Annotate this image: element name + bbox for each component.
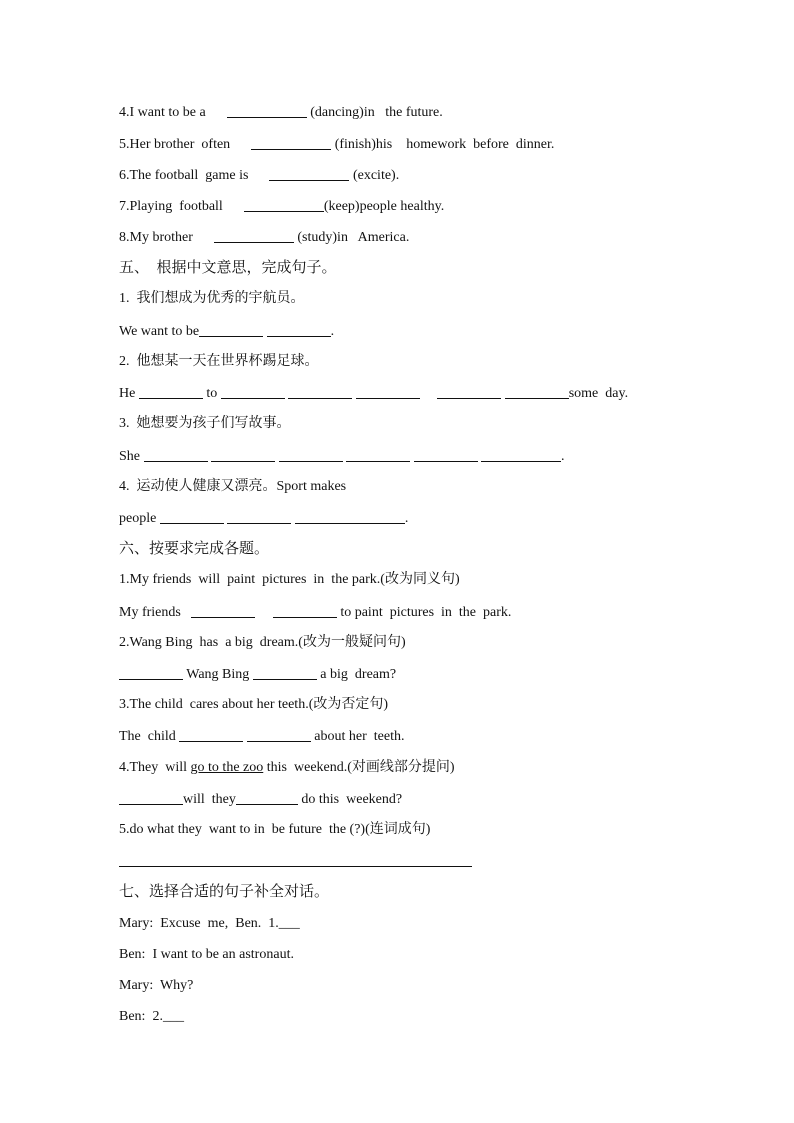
answer-blank[interactable] xyxy=(227,103,307,118)
answer-blank[interactable] xyxy=(437,384,501,399)
sentence-start: people xyxy=(119,511,157,526)
dialogue-line: Ben: 2.___ xyxy=(119,1009,184,1024)
answer-blank[interactable] xyxy=(267,322,331,337)
sentence-end: . xyxy=(404,511,409,526)
answer-blank[interactable] xyxy=(279,447,343,462)
sentence-end: . xyxy=(330,324,335,339)
answer-blank[interactable] xyxy=(191,603,255,618)
question-6-1-answer xyxy=(119,603,511,622)
answer-blank[interactable] xyxy=(211,447,275,462)
question-5-2-chinese: 2. 他想某一天在世界杯踢足球。 xyxy=(119,354,319,369)
question-4-5 xyxy=(119,135,554,154)
answer-blank[interactable] xyxy=(139,384,203,399)
sentence-end: . xyxy=(561,449,565,464)
answer-blank[interactable] xyxy=(244,197,324,212)
answer-blank[interactable] xyxy=(346,447,410,462)
sentence-start: He xyxy=(119,386,136,401)
question-5-4-chinese: 4. 运动使人健康又漂亮。Sport makes xyxy=(119,479,347,494)
answer-blank[interactable] xyxy=(119,790,183,805)
question-4-6 xyxy=(119,166,399,185)
dialogue-line: Mary: Why? xyxy=(119,978,194,993)
sentence-start: She xyxy=(119,449,140,464)
sentence-word: to xyxy=(206,386,218,401)
question-hint: (dancing)in the future. xyxy=(310,105,443,120)
answer-blank[interactable] xyxy=(253,665,317,680)
prompt-end: this weekend.(对画线部分提问) xyxy=(263,760,455,775)
section-5-heading: 五、 根据中文意思，完成句子。 xyxy=(119,260,337,276)
question-6-4-answer xyxy=(119,790,402,809)
answer-blank[interactable] xyxy=(295,509,405,524)
question-hint: (keep)people healthy. xyxy=(323,199,445,214)
sentence-word: will they xyxy=(183,792,236,807)
sentence-start: We want to be xyxy=(119,324,200,339)
question-5-2-answer xyxy=(119,384,628,403)
sentence-end: some day. xyxy=(568,386,629,401)
sentence-start: The child xyxy=(119,729,176,744)
section-7-heading: 七、选择合适的句子补全对话。 xyxy=(119,884,330,900)
answer-blank[interactable] xyxy=(227,509,291,524)
dialogue-line: Mary: Excuse me, Ben. 1.___ xyxy=(119,916,300,931)
answer-blank[interactable] xyxy=(179,727,243,742)
question-6-2-prompt: 2.Wang Bing has a big dream.(改为一般疑问句) xyxy=(119,635,406,650)
answer-blank[interactable] xyxy=(144,447,208,462)
answer-blank[interactable] xyxy=(247,727,311,742)
question-5-1-chinese: 1. 我们想成为优秀的宇航员。 xyxy=(119,291,305,306)
answer-blank[interactable] xyxy=(505,384,569,399)
answer-blank[interactable] xyxy=(251,135,331,150)
answer-blank[interactable] xyxy=(288,384,352,399)
answer-blank[interactable] xyxy=(214,228,294,243)
section-6-heading: 六、按要求完成各题。 xyxy=(119,541,270,557)
question-text: 4.I want to be a xyxy=(119,105,206,120)
dialogue-line: Ben: I want to be an astronaut. xyxy=(119,947,294,962)
sentence-start: My friends xyxy=(119,605,181,620)
answer-blank[interactable] xyxy=(199,322,263,337)
question-6-2-answer xyxy=(119,665,396,684)
answer-line[interactable] xyxy=(119,866,472,867)
question-hint: (study)in America. xyxy=(297,230,410,245)
answer-blank[interactable] xyxy=(236,790,298,805)
question-6-5-prompt: 5.do what they want to in be future the (?)(连词成句) xyxy=(119,822,431,837)
question-4-7 xyxy=(119,197,444,216)
question-5-3-chinese: 3. 她想要为孩子们写故事。 xyxy=(119,416,291,431)
question-4-8 xyxy=(119,228,409,247)
question-hint: (excite). xyxy=(352,168,400,183)
sentence-end: about her teeth. xyxy=(314,729,405,744)
answer-blank[interactable] xyxy=(269,166,349,181)
question-6-3-answer xyxy=(119,727,404,746)
answer-blank[interactable] xyxy=(356,384,420,399)
sentence-end: to paint pictures in the park. xyxy=(340,605,512,620)
answer-blank[interactable] xyxy=(119,665,183,680)
question-hint: (finish)his homework before dinner. xyxy=(334,137,555,152)
sentence-word: Wang Bing xyxy=(186,667,250,682)
question-text: 6.The football game is xyxy=(119,168,249,183)
underlined-phrase: go to the zoo xyxy=(190,760,264,775)
answer-blank[interactable] xyxy=(414,447,478,462)
answer-blank[interactable] xyxy=(160,509,224,524)
answer-blank[interactable] xyxy=(273,603,337,618)
prompt-start: 4.They will xyxy=(119,760,191,775)
question-6-3-prompt: 3.The child cares about her teeth.(改为否定句) xyxy=(119,697,389,712)
sentence-end: a big dream? xyxy=(320,667,397,682)
question-5-4-answer xyxy=(119,509,408,528)
question-text: 7.Playing football xyxy=(119,199,223,214)
question-5-3-answer xyxy=(119,447,565,466)
question-text: 8.My brother xyxy=(119,230,193,245)
question-text: 5.Her brother often xyxy=(119,137,231,152)
question-6-1-prompt: 1.My friends will paint pictures in the park.(改为同义句) xyxy=(119,572,460,587)
question-4-4 xyxy=(119,103,443,122)
answer-blank[interactable] xyxy=(221,384,285,399)
answer-blank[interactable] xyxy=(481,447,561,462)
question-5-1-answer xyxy=(119,322,334,341)
question-6-4-prompt xyxy=(119,759,455,777)
sentence-end: do this weekend? xyxy=(297,792,403,807)
